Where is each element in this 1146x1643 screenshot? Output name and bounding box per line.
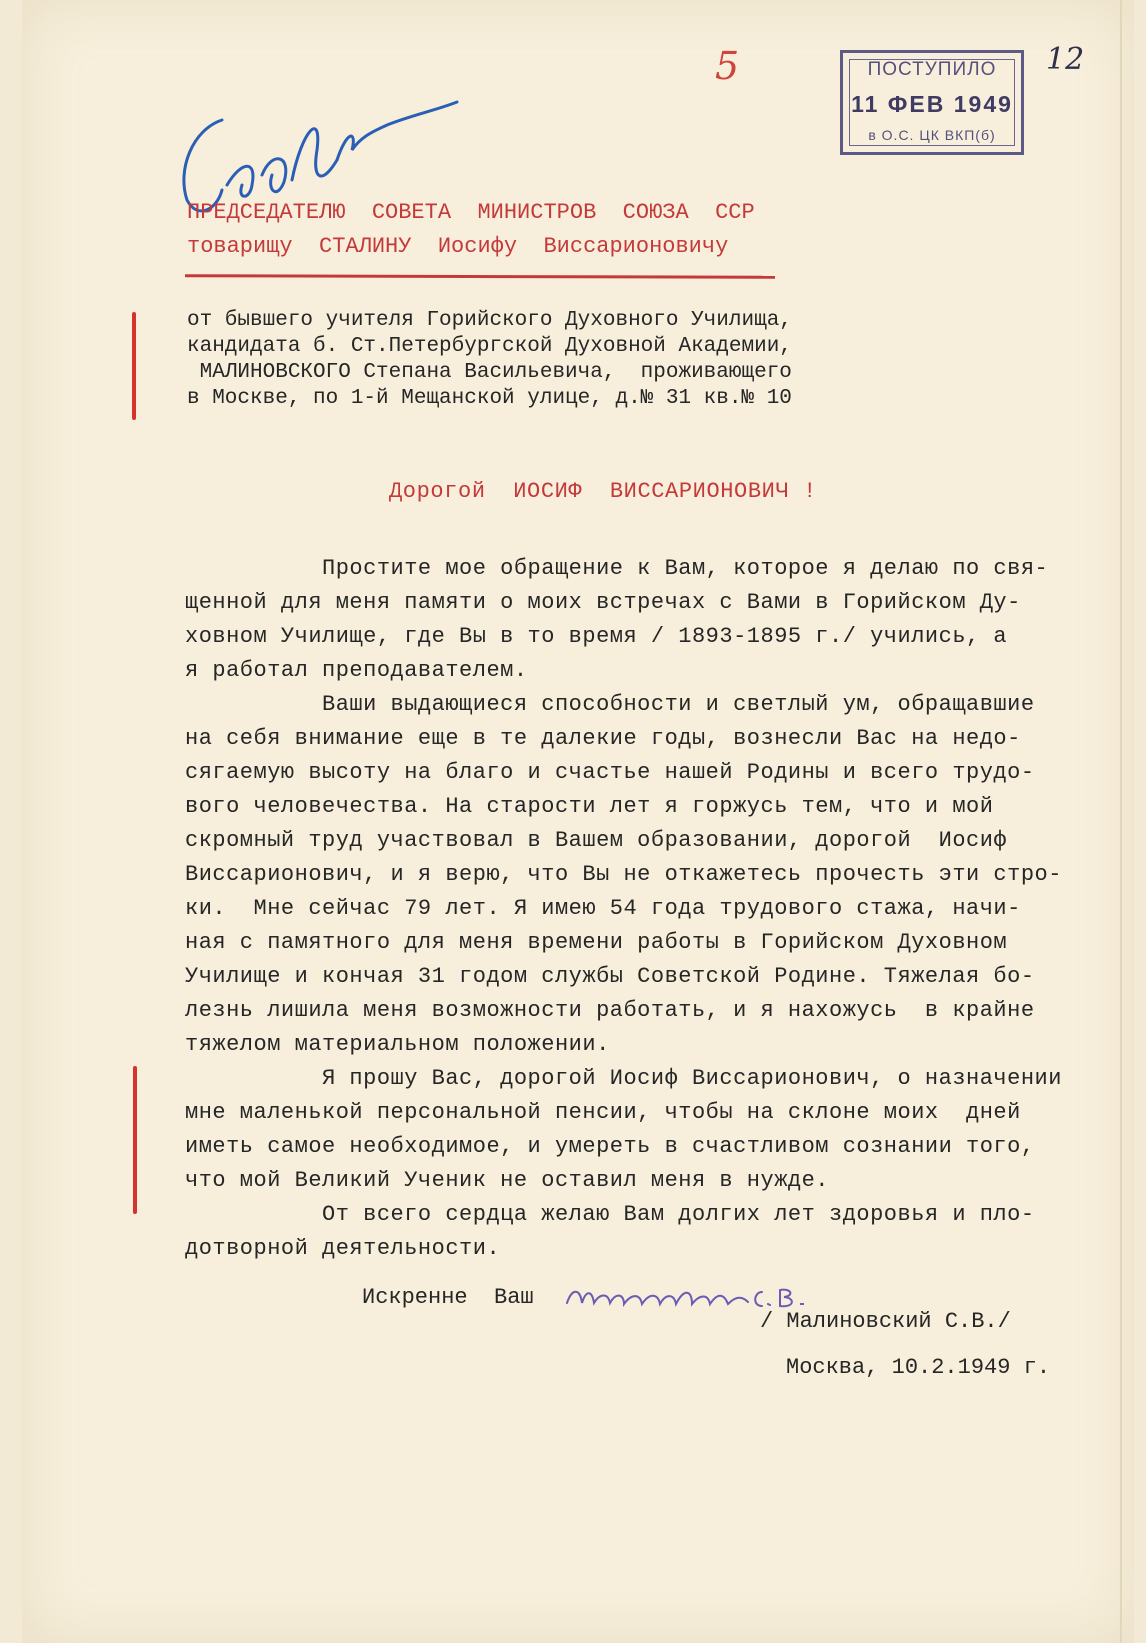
sender-line: от бывшего учителя Горийского Духовного Училища, — [187, 309, 792, 332]
body-line: щенной для меня памяти о моих встречах с Вами в Горийском Ду- — [185, 590, 1021, 615]
addressee-line-1: ПРЕДСЕДАТЕЛЮ СОВЕТА МИНИСТРОВ СОЮЗА ССР — [187, 200, 755, 225]
body-line: тяжелом материальном положении. — [185, 1032, 610, 1057]
body-line: что мой Великий Ученик не оставил меня в нужде. — [185, 1168, 830, 1193]
sender-block — [187, 308, 792, 412]
body-line: Ваши выдающиеся способности и светлый ум, обращавшие — [185, 692, 1035, 717]
body-line: вого человечества. На старости лет я горжусь тем, что и мой — [185, 794, 994, 819]
sender-line: кандидата б. Ст.Петербургской Духовной Академии, — [187, 335, 792, 358]
body-line: От всего сердца желаю Вам долгих лет здоровья и пло- — [185, 1202, 1035, 1227]
sender-line: в Москве, по 1-й Мещанской улице, д.№ 31 кв.№ 10 — [187, 387, 792, 410]
stamp-date: 11 ФЕВ 1949 — [851, 91, 1013, 117]
body-line: иметь самое необходимое, и умереть в счастливом сознании того, — [185, 1134, 1035, 1159]
addressee-line-2: товарищу СТАЛИНУ Иосифу Виссарионовичу — [187, 234, 729, 259]
sender-line: МАЛИНОВСКОГО Степана Васильевича, проживающего — [187, 361, 792, 384]
body-line: на себя внимание еще в те далекие годы, вознесли Вас на недо- — [185, 726, 1021, 751]
red-sheet-number: 5 — [715, 44, 740, 88]
place-and-date: Москва, 10.2.1949 г. — [786, 1355, 1051, 1380]
body-line: я работал преподавателем. — [185, 658, 528, 683]
margin-mark-sender — [132, 312, 136, 420]
body-line: ная с памятного для меня времени работы в Горийском Духовном — [185, 930, 1008, 955]
sheet-edge — [1120, 0, 1122, 1643]
body-line: мне маленькой персональной пенсии, чтобы на склоне моих дней — [185, 1100, 1021, 1125]
stamp-line-1: ПОСТУПИЛО — [867, 59, 997, 80]
addressee-block — [187, 196, 755, 264]
body-line: ховном Училище, где Вы в то время / 1893-1895 г./ учились, а — [185, 624, 1008, 649]
typed-signature: / Малиновский С.В./ — [760, 1309, 1011, 1334]
body-line: дотворной деятельности. — [185, 1236, 501, 1261]
received-stamp — [840, 50, 1024, 155]
body-line: Виссарионович, и я верю, что Вы не откажетесь прочесть эти стро- — [185, 862, 1062, 887]
body-line: лезнь лишила меня возможности работать, и я нахожусь в крайне — [185, 998, 1035, 1023]
letter-page — [22, 0, 1134, 1643]
archive-page-number: 12 — [1046, 42, 1085, 77]
body-line: скромный труд участвовал в Вашем образовании, дорогой Иосиф — [185, 828, 1008, 853]
closing-phrase: Искренне Ваш — [362, 1285, 534, 1310]
addressee-underline — [185, 274, 775, 279]
body-line: Училище и кончая 31 годом службы Советской Родине. Тяжелая бо- — [185, 964, 1035, 989]
body-line: Я прошу Вас, дорогой Иосиф Виссарионович, о назначении — [185, 1066, 1062, 1091]
body-line: ки. Мне сейчас 79 лет. Я имею 54 года трудового стажа, начи- — [185, 896, 1021, 921]
greeting: Дорогой ИОСИФ ВИССАРИОНОВИЧ ! — [389, 479, 817, 504]
body-line: сягаемую высоту на благо и счастье нашей Родины и всего трудо- — [185, 760, 1035, 785]
stamp-line-3: в О.С. ЦК ВКП(б) — [868, 127, 996, 143]
body-line: Простите мое обращение к Вам, которое я делаю по свя- — [185, 556, 1049, 581]
margin-mark-request — [133, 1066, 137, 1214]
